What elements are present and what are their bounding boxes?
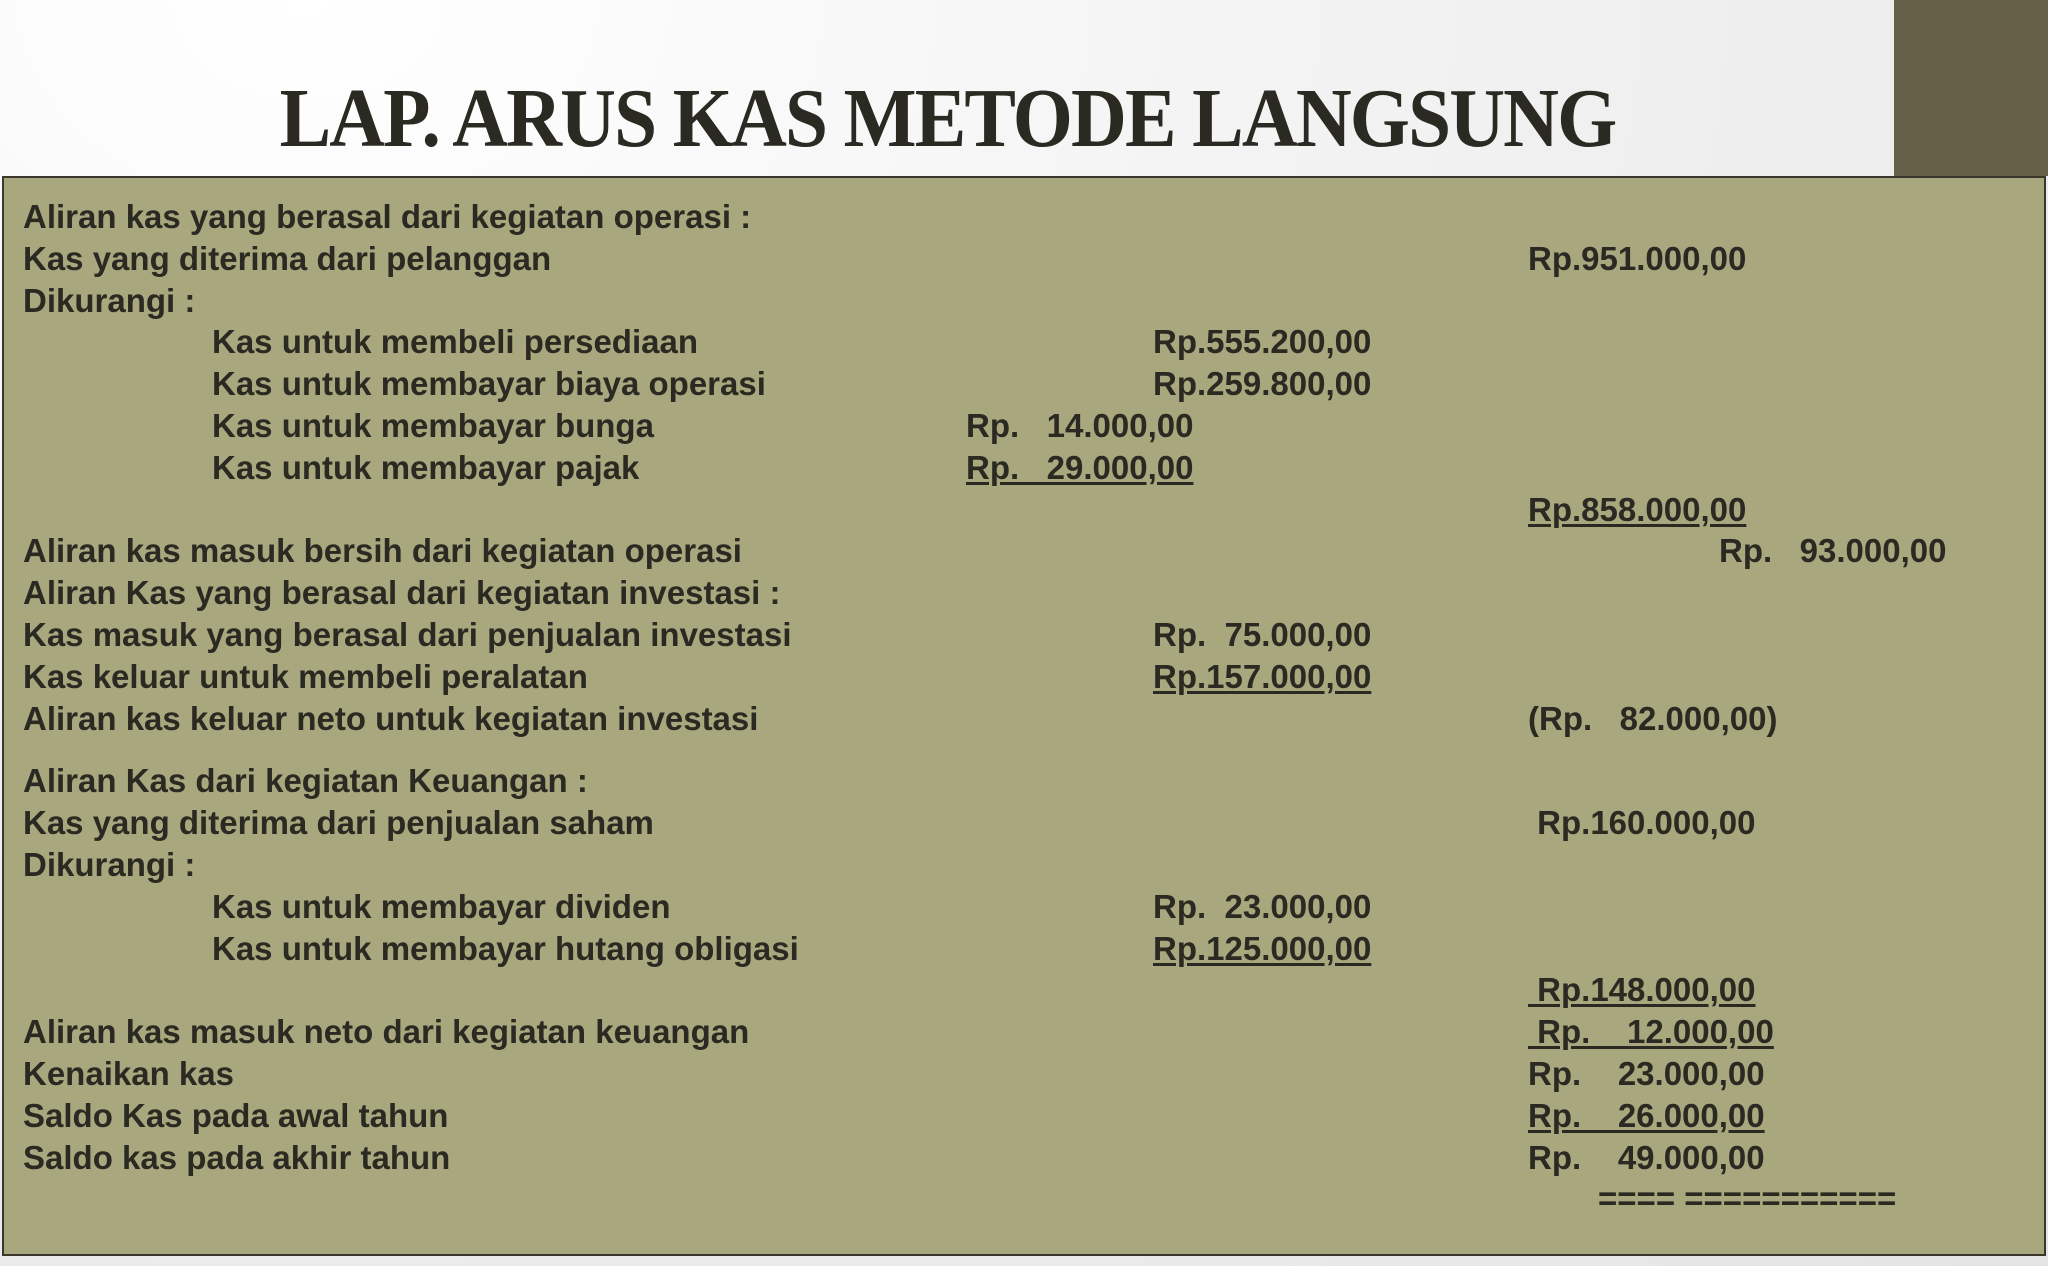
statement-row-label: Kas keluar untuk membeli peralatan [23,657,588,695]
statement-amount-col2: Rp. 23.000,00 [1153,887,1372,925]
statement-amount-col3: Rp.951.000,00 [1528,239,1747,277]
statement-amount-col3: Rp. 23.000,00 [1528,1054,1765,1092]
statement-row-label: Kas untuk membayar hutang obligasi [212,929,799,967]
statement-amount-col2: Rp.125.000,00 [1153,929,1372,967]
statement-row-label: Aliran kas yang berasal dari kegiatan operasi : [23,198,752,235]
statement-amount-col3: (Rp. 82.000,00) [1528,699,1778,737]
statement-row-label: Kas untuk membayar biaya operasi [212,365,766,403]
statement-amount-col3: Rp.858.000,00 [1528,490,1747,528]
statement-row-label: Kas untuk membeli persediaan [212,323,698,361]
statement-row-label: Kas untuk membayar bunga [212,407,654,444]
statement-amount-col4: Rp. 93.000,00 [1719,532,1947,570]
accent-sidebar [1894,0,2048,176]
statement-row-label: Saldo Kas pada awal tahun [23,1096,449,1134]
statement-row-label: Aliran kas keluar neto untuk kegiatan investasi [23,699,759,737]
statement-row-label: Kas untuk membayar dividen [212,887,671,925]
statement-amount-col3: Rp.148.000,00 [1528,971,1756,1009]
cash-flow-statement-panel [2,176,2046,1256]
statement-amount-col3: Rp. 12.000,00 [1528,1013,1774,1051]
statement-amount-col2: Rp. 75.000,00 [1153,616,1372,653]
statement-row-label: Kas untuk membayar pajak [212,448,640,486]
statement-amount-col2: Rp.555.200,00 [1153,323,1372,361]
statement-row-label: Dikurangi : [23,281,196,319]
statement-amount-col2: Rp.259.800,00 [1153,365,1372,403]
statement-row-label: Kas yang diterima dari penjualan saham [23,804,654,842]
slide-title: LAP. ARUS KAS METODE LANGSUNG [279,72,1616,165]
statement-row-label: Aliran Kas yang berasal dari kegiatan investasi : [23,574,781,612]
statement-amount-col3: Rp. 49.000,00 [1528,1138,1765,1176]
statement-row-label: Aliran kas masuk bersih dari kegiatan operasi [23,532,742,570]
statement-row-label: Kenaikan kas [23,1054,234,1092]
statement-amount-col1: Rp. 29.000,00 [966,448,1194,486]
statement-row-label: Kas masuk yang berasal dari penjualan investasi [23,616,792,653]
statement-amount-col1: Rp. 14.000,00 [966,407,1194,444]
statement-amount-col3: Rp. 26.000,00 [1528,1096,1765,1134]
statement-amount-col2: Rp.157.000,00 [1153,657,1372,695]
statement-row-label: Saldo kas pada akhir tahun [23,1138,451,1176]
statement-row-label: Kas yang diterima dari pelanggan [23,239,552,277]
statement-row-label: Dikurangi : [23,845,196,883]
statement-row-label: Aliran Kas dari kegiatan Keuangan : [23,762,588,800]
statement-amount-col3: Rp.160.000,00 [1528,804,1756,842]
statement-total-rule: ==== =========== [1598,1180,1897,1218]
statement-row-label: Aliran kas masuk neto dari kegiatan keuangan [23,1013,750,1051]
